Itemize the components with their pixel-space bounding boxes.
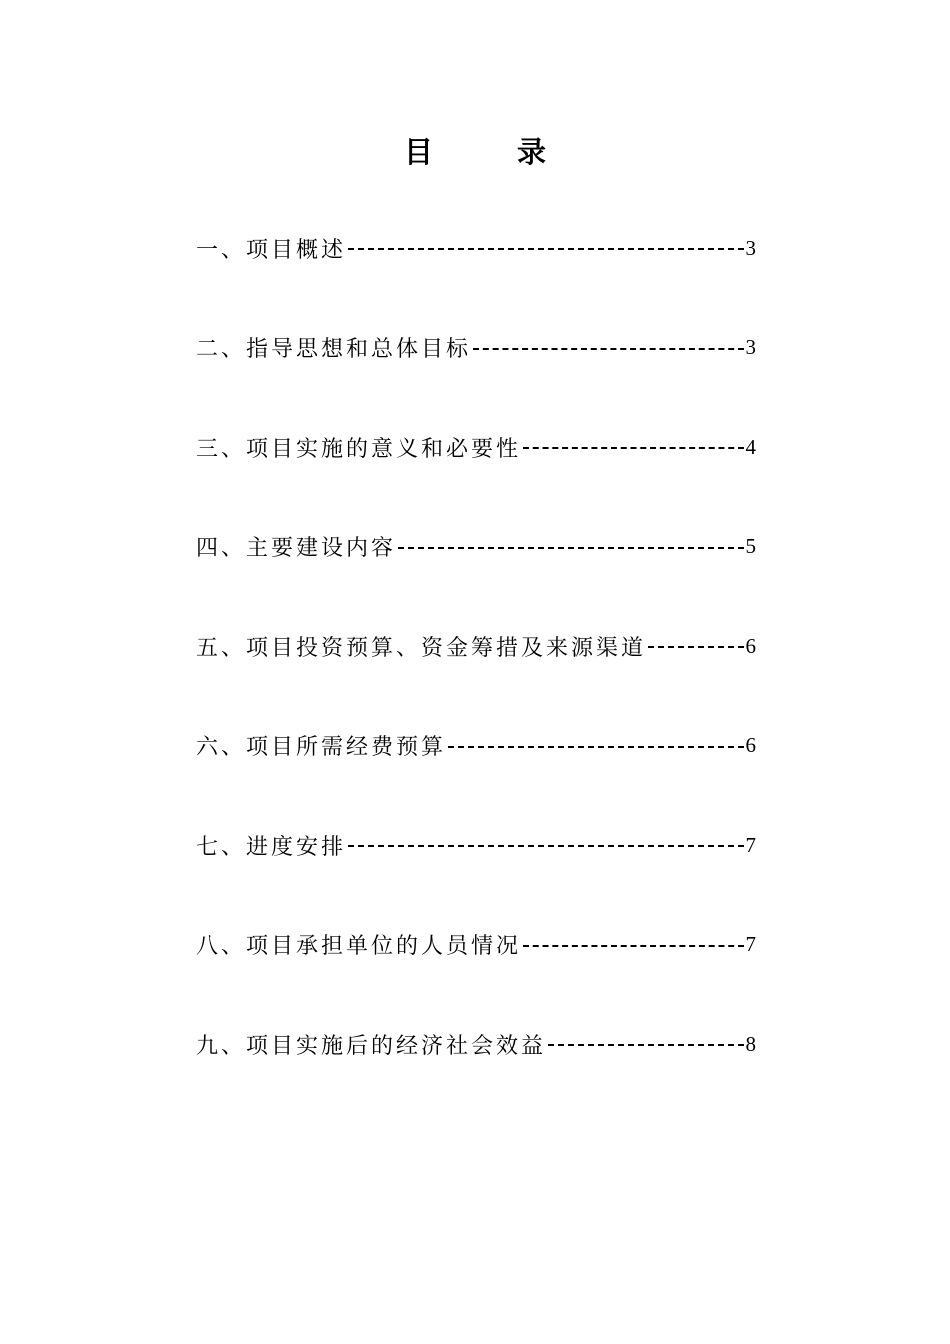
toc-entry-1[interactable] <box>196 228 756 268</box>
toc-dot-leader <box>448 746 743 748</box>
toc-entry-8[interactable] <box>196 925 756 965</box>
toc-page-number: 3 <box>745 335 756 359</box>
toc-entry-label: 九、项目实施后的经济社会效益 <box>196 1033 547 1059</box>
toc-entry-label: 四、主要建设内容 <box>196 536 397 561</box>
toc-entry-5[interactable] <box>196 626 756 666</box>
toc-dot-leader <box>348 248 743 250</box>
toc-page-number: 7 <box>745 932 756 956</box>
toc-dot-leader <box>348 845 743 847</box>
title-char-2: 录 <box>517 134 547 169</box>
toc-entry-2[interactable] <box>196 328 756 368</box>
toc-entry-label: 二、指导思想和总体目标 <box>196 337 472 362</box>
toc-entry-3[interactable] <box>196 427 756 467</box>
toc-page-number: 6 <box>745 733 756 757</box>
toc-entry-7[interactable] <box>196 825 756 865</box>
toc-entry-label: 三、项目实施的意义和必要性 <box>196 436 522 462</box>
toc-dot-leader <box>523 447 743 449</box>
toc-entry-label: 七、进度安排 <box>196 834 347 860</box>
toc-dot-leader <box>473 348 743 350</box>
toc-entry-9[interactable] <box>196 1024 756 1064</box>
toc-entry-label: 五、项目投资预算、资金筹措及来源渠道 <box>196 635 647 661</box>
toc-entry-6[interactable] <box>196 726 756 766</box>
toc-page-number: 3 <box>745 235 756 260</box>
title-char-1: 目 <box>403 134 433 169</box>
toc-dot-leader <box>648 646 743 648</box>
toc-page-number: 5 <box>745 534 756 558</box>
toc-entry-label: 六、项目所需经费预算 <box>196 735 447 760</box>
toc-entry-label: 一、项目概述 <box>196 237 347 263</box>
toc-page-number: 4 <box>745 434 756 459</box>
toc-page-number: 7 <box>745 832 756 857</box>
toc-page-number: 8 <box>745 1031 756 1056</box>
toc-dot-leader <box>398 547 743 549</box>
page-title <box>0 128 950 172</box>
toc-entry-4[interactable] <box>196 527 756 567</box>
toc-dot-leader <box>523 945 743 947</box>
toc-dot-leader <box>548 1044 743 1046</box>
table-of-contents <box>196 228 756 1124</box>
toc-page-number: 6 <box>745 633 756 658</box>
toc-entry-label: 八、项目承担单位的人员情况 <box>196 934 522 959</box>
